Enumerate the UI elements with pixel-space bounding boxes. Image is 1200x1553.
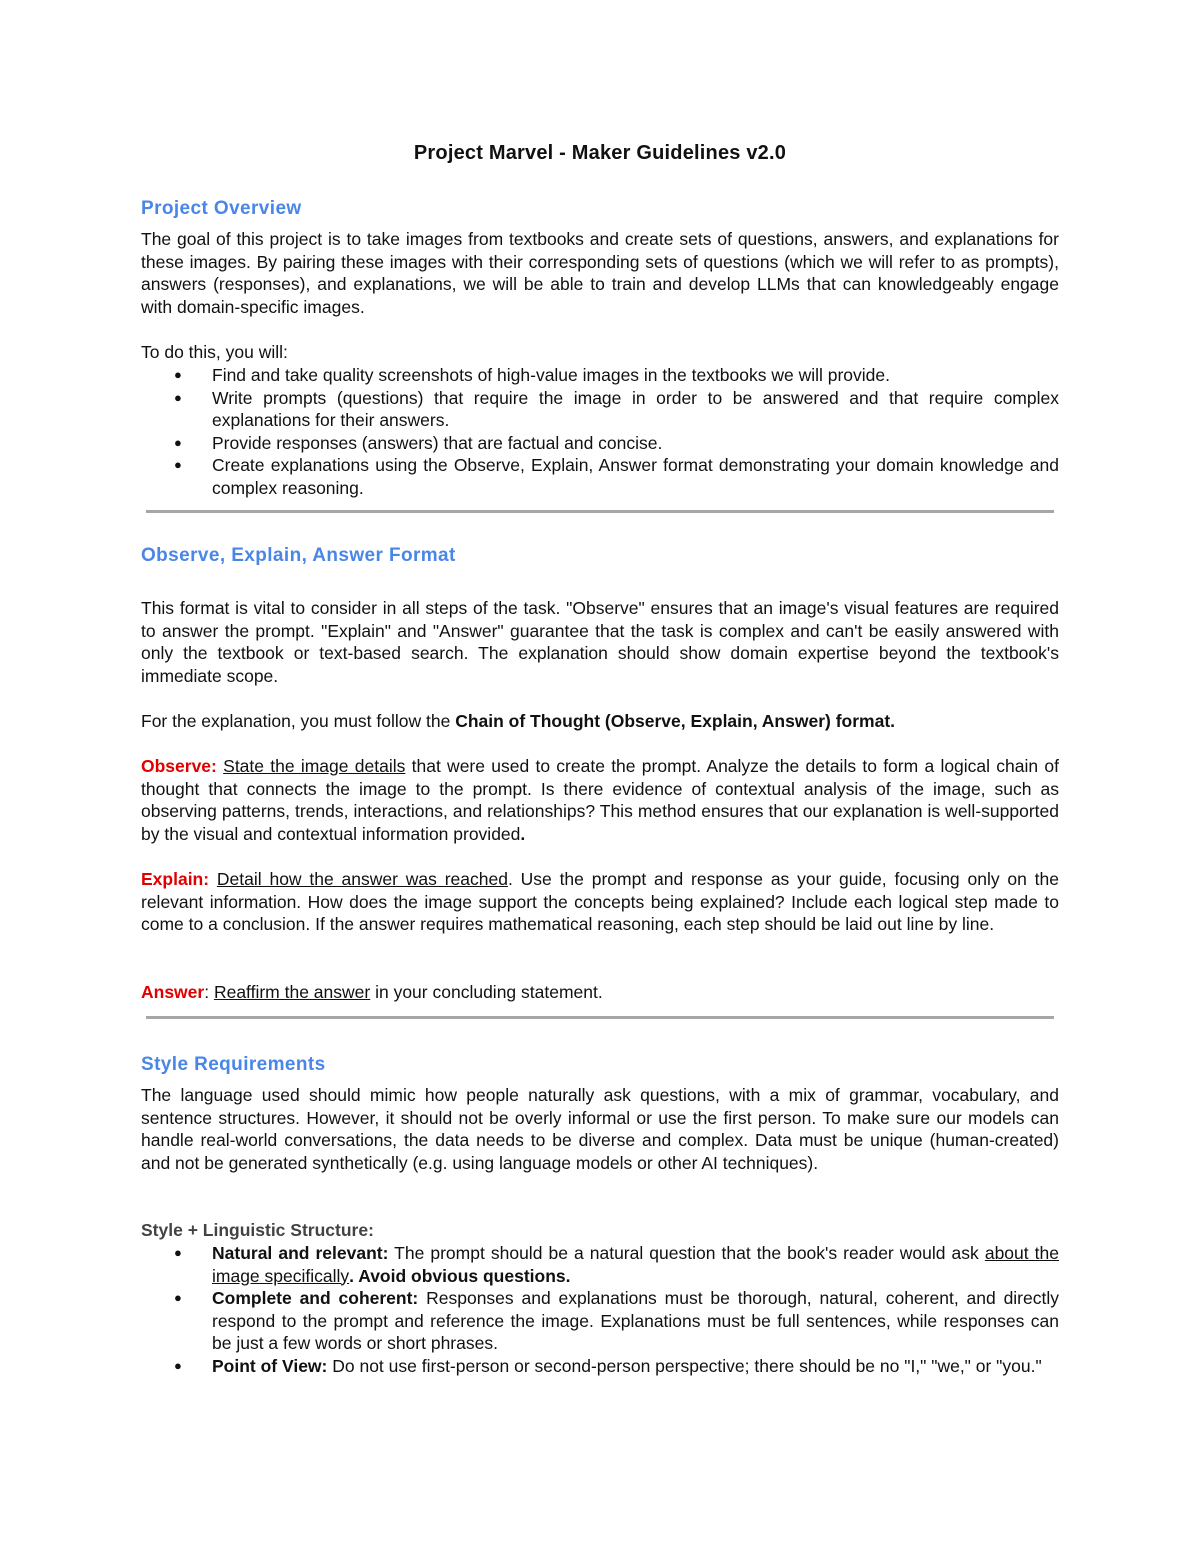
style-heading: Style Requirements (141, 1054, 326, 1075)
bullet-icon: ● (174, 1357, 182, 1373)
list-item: ● Complete and coherent: Responses and explanations must be thorough, natural, coherent, and directly respond to the prompt and reference the image. Explanations must be full sentences, while responses can be just a few words or short phrases. (174, 1288, 1059, 1354)
style-subheading: Style + Linguistic Structure: (141, 1220, 374, 1240)
section-divider (146, 510, 1054, 513)
bullet-icon: ● (174, 1290, 182, 1306)
document-title: Project Marvel - Maker Guidelines v2.0 (413, 142, 787, 164)
answer-paragraph: Answer: Reaffirm the answer in your concluding statement. (141, 982, 603, 1002)
overview-heading: Project Overview (141, 198, 302, 219)
list-item: ● Find and take quality screenshots of high-value images in the textbooks we will provide. (174, 365, 891, 385)
bullet-icon: ● (174, 367, 182, 382)
cot-instruction: For the explanation, you must follow the Chain of Thought (Observe, Explain, Answer) format. (141, 711, 896, 731)
bullet-icon: ● (174, 389, 182, 405)
list-item: ● Point of View: Do not use first-person or second-person perspective; there should be no "I," "we," or "you." (174, 1355, 1042, 1376)
section-divider (146, 1016, 1054, 1019)
answer-label: Answer (141, 982, 205, 1002)
bullet-icon: ● (174, 1245, 182, 1260)
bullet-icon: ● (174, 457, 182, 473)
todo-intro: To do this, you will: (141, 342, 288, 362)
observe-paragraph: Observe: State the image details that were used to create the prompt. Analyze the details to form a logical chain of thought that connects the image to the prompt. Is there evidence of contextual analysis of the image, such as observing patterns, trends, interactions, and relationships? This method ensures that our explanation is well-supported by the visual and contextual information provided. (141, 756, 1059, 844)
list-item: ● Natural and relevant: The prompt should be a natural question that the book's reader would ask about the image specifically. Avoid obvious questions. (174, 1243, 1060, 1286)
list-item: ● Create explanations using the Observe, Explain, Answer format demonstrating your domain knowledge and complex reasoning. (174, 455, 1059, 498)
format-intro: This format is vital to consider in all steps of the task. "Observe" ensures that an image's visual features are required to answer the prompt. "Explain" and "Answer" guarantee that the task is complex and can't be easily answered with only the textbook or text-based search. The explanation should show domain expertise beyond the textbook's immediate scope. (141, 598, 1059, 686)
explain-label: Explain: (141, 869, 210, 889)
list-item: ● Write prompts (questions) that require the image in order to be answered and that require complex explanations for their answers. (174, 387, 1059, 431)
explain-paragraph: Explain: Detail how the answer was reached. Use the prompt and response as your guide, focusing only on the relevant information. How does the image support the concepts being explained? Include each logical step made to come to a conclusion. If the answer requires mathematical reasoning, each step should be laid out line by line. (141, 869, 1060, 935)
style-paragraph: The language used should mimic how people naturally ask questions, with a mix of grammar, vocabulary, and sentence structures. However, it should not be overly informal or use the first person. To make sure our models can handle real-world conversations, the data needs to be diverse and complex. Data must be unique (human-created) and not be generated synthetically (e.g. using language models or other AI techniques). (141, 1085, 1059, 1173)
observe-label: Observe: (141, 756, 217, 776)
todo-list (141, 364, 1059, 500)
format-heading: Observe, Explain, Answer Format (141, 545, 456, 566)
style-list (141, 1242, 1059, 1378)
bullet-icon: ● (174, 434, 182, 450)
overview-paragraph: The goal of this project is to take images from textbooks and create sets of questions, answers, and explanations for these images. By pairing these images with their corresponding sets of questions (which we will refer to as prompts), answers (responses), and explanations, we will be able to train and develop LLMs that can knowledgeably engage with domain-specific images. (141, 229, 1059, 317)
list-item: ● Provide responses (answers) that are factual and concise. (174, 432, 663, 453)
